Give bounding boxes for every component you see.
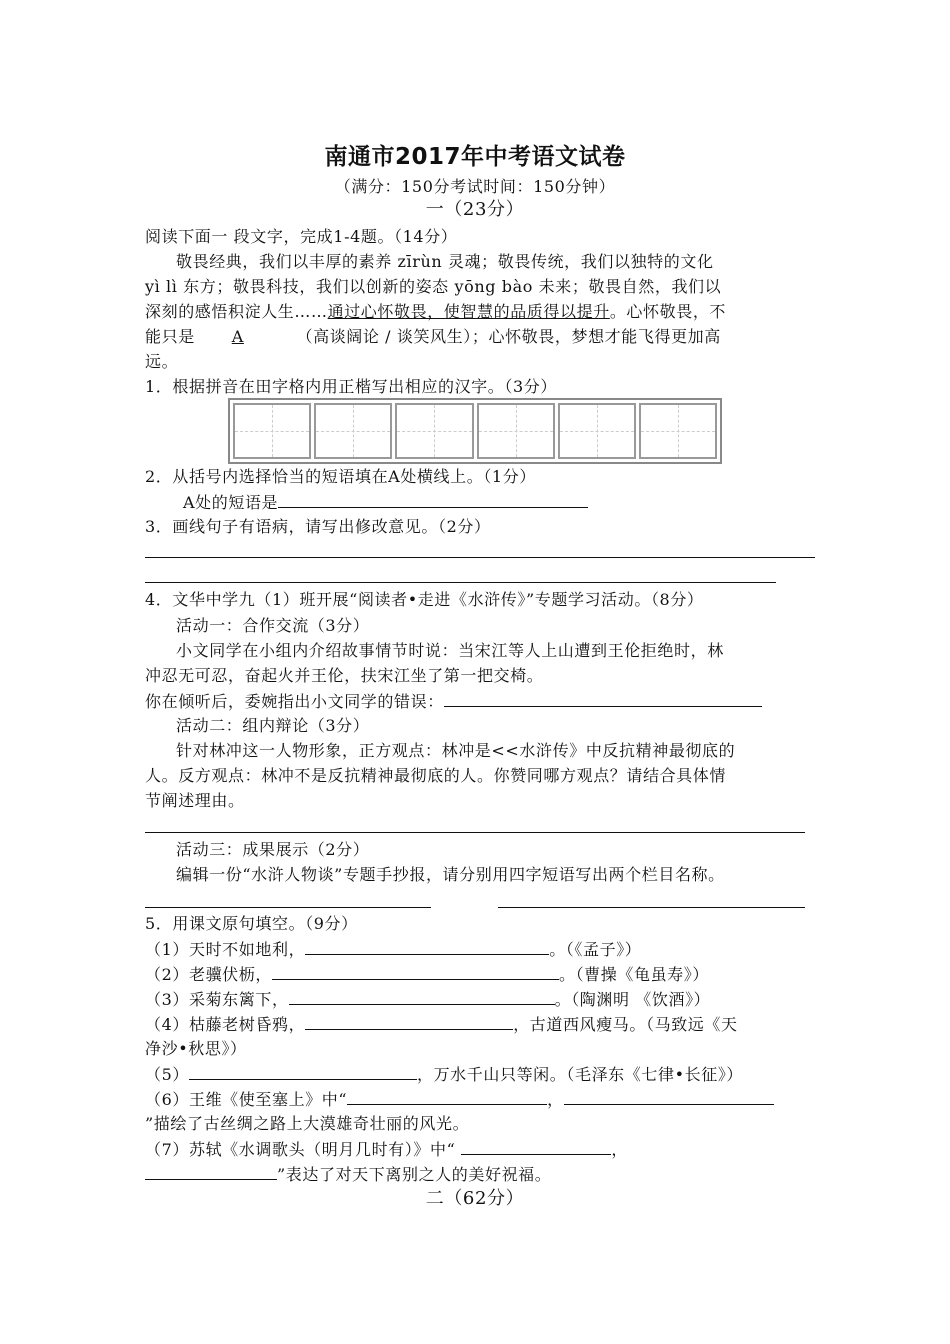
- exam-subtitle: （满分：150分考试时间：150分钟）: [334, 177, 616, 196]
- answer-blank[interactable]: [278, 492, 588, 508]
- item-text: （3）采菊东篱下，: [145, 990, 289, 1009]
- question-3: 3．画线句子有语病，请写出修改意见。（2分）: [145, 517, 491, 536]
- question-4: 4．文华中学九（1）班开展“阅读者•走进《水浒传》”专题学习活动。（8分）: [145, 590, 704, 609]
- question-2: 2．从括号内选择恰当的短语填在A处横线上。（1分）: [145, 467, 536, 486]
- answer-blank[interactable]: [189, 1064, 417, 1080]
- item-source: 。（曹操《龟虽寿》）: [558, 965, 709, 984]
- answer-blank[interactable]: [305, 939, 549, 955]
- passage-text: 深刻的感悟积淀人生……: [145, 302, 328, 321]
- question-2-answer: [183, 492, 588, 513]
- activity-2-text: 针对林冲这一人物形象，正方观点：林冲是<<水浒传》中反抗精神最彻底的: [176, 741, 736, 760]
- item-text: ，: [547, 1090, 564, 1109]
- tianzige-cell[interactable]: [558, 403, 636, 459]
- answer-line[interactable]: [145, 907, 431, 908]
- passage-line-5: 远。: [145, 352, 179, 371]
- answer-line[interactable]: [145, 582, 776, 583]
- activity-3-text: 编辑一份“水浒人物谈”专题手抄报，请分别用四字短语写出两个栏目名称。: [176, 865, 725, 884]
- question-5: 5．用课文原句填空。（9分）: [145, 914, 358, 933]
- underlined-sentence: 通过心怀敬畏，使智慧的品质得以提升: [327, 302, 610, 321]
- item-text: （4）枯藤老树昏鸦，: [145, 1015, 306, 1034]
- answer-blank[interactable]: [564, 1089, 774, 1105]
- tianzige-cell[interactable]: [314, 403, 392, 459]
- activity-1-text: 小文同学在小组内介绍故事情节时说：当宋江等人上山遭到王伦拒绝时，林: [176, 641, 724, 660]
- passage-line-1: 敬畏经典，我们以丰厚的素养 zīrùn 灵魂；敬畏传统，我们以独特的文化: [176, 252, 714, 271]
- passage-line-2: yì lì 东方；敬畏科技，我们以创新的姿态 yōng bào 未来；敬畏自然，我们以: [145, 277, 722, 296]
- fill-item-1: [145, 939, 641, 960]
- activity-1-question: [145, 691, 762, 712]
- item-text: ，: [611, 1140, 628, 1159]
- section-one-heading: 一（23分）: [425, 199, 525, 220]
- passage-text: （高谈阔论 / 谈笑风生）；心怀敬畏，梦想才能飞得更加高: [296, 327, 721, 346]
- answer-label: A处的短语是: [183, 493, 279, 512]
- answer-blank[interactable]: [444, 691, 762, 707]
- activity-2-text: 节阐述理由。: [145, 791, 245, 810]
- fill-item-4-cont: 净沙•秋思》）: [145, 1039, 247, 1058]
- section-two-heading: 二（62分）: [425, 1188, 525, 1209]
- activity-2-heading: 活动二：组内辩论（3分）: [176, 716, 370, 735]
- fill-item-3: [145, 989, 710, 1010]
- item-source: ，古道西风瘦马。（马致远《天: [513, 1015, 738, 1034]
- answer-blank[interactable]: [145, 1164, 277, 1180]
- item-text: （2）老骥伏枥，: [145, 965, 272, 984]
- passage-line-3: [145, 302, 726, 322]
- reading-intro: 阅读下面一 段文字，完成1-4题。（14分）: [145, 227, 458, 246]
- tianzige-cell[interactable]: [233, 403, 311, 459]
- answer-line[interactable]: [145, 557, 815, 558]
- passage-line-4: [145, 327, 721, 347]
- fill-item-5: [145, 1064, 743, 1085]
- tianzige-grid: [228, 398, 722, 464]
- item-text: （5）: [145, 1065, 189, 1084]
- answer-blank[interactable]: [461, 1139, 611, 1155]
- item-source: 。（陶渊明 《饮酒》）: [554, 990, 711, 1009]
- fill-item-6: [145, 1089, 774, 1110]
- answer-blank[interactable]: [272, 964, 559, 980]
- question-text: 你在倾听后，委婉指出小文同学的错误：: [145, 692, 444, 711]
- fill-item-7: [145, 1139, 628, 1160]
- fill-item-2: [145, 964, 709, 985]
- answer-blank[interactable]: [305, 1014, 513, 1030]
- fill-item-7-cont: [145, 1164, 551, 1185]
- blank-a[interactable]: A: [231, 327, 244, 346]
- tianzige-cell[interactable]: [639, 403, 717, 459]
- exam-title: 南通市2017年中考语文试卷: [324, 144, 626, 170]
- fill-item-4: [145, 1014, 738, 1035]
- answer-blank[interactable]: [347, 1089, 547, 1105]
- item-text: （7）苏轼《水调歌头（明月几时有）》中“: [145, 1140, 456, 1159]
- item-text: （6）王维《使至塞上》中“: [145, 1090, 348, 1109]
- activity-1-heading: 活动一：合作交流（3分）: [176, 616, 370, 635]
- item-source: 。（《孟子》）: [549, 940, 642, 959]
- answer-blank[interactable]: [289, 989, 555, 1005]
- activity-2-text: 人。反方观点：林冲不是反抗精神最彻底的人。你赞同哪方观点？请结合具体情: [145, 766, 727, 785]
- passage-text: 能只是: [145, 327, 195, 346]
- tianzige-cell[interactable]: [395, 403, 473, 459]
- item-source: ，万水千山只等闲。（毛泽东《七律•长征》）: [416, 1065, 744, 1084]
- passage-text: 。心怀敬畏，不: [609, 302, 727, 321]
- activity-3-heading: 活动三：成果展示（2分）: [176, 840, 370, 859]
- answer-line[interactable]: [498, 907, 805, 908]
- fill-item-6-cont: ”描绘了古丝绸之路上大漠雄奇壮丽的风光。: [145, 1114, 470, 1133]
- item-text: （1）天时不如地利，: [145, 940, 306, 959]
- tianzige-cell[interactable]: [477, 403, 555, 459]
- question-1: 1．根据拼音在田字格内用正楷写出相应的汉字。（3分）: [145, 377, 557, 396]
- activity-1-text: 冲忍无可忍，奋起火并王伦，扶宋江坐了第一把交椅。: [145, 666, 544, 685]
- answer-line[interactable]: [145, 832, 805, 833]
- item-text: ”表达了对天下离别之人的美好祝福。: [277, 1165, 552, 1184]
